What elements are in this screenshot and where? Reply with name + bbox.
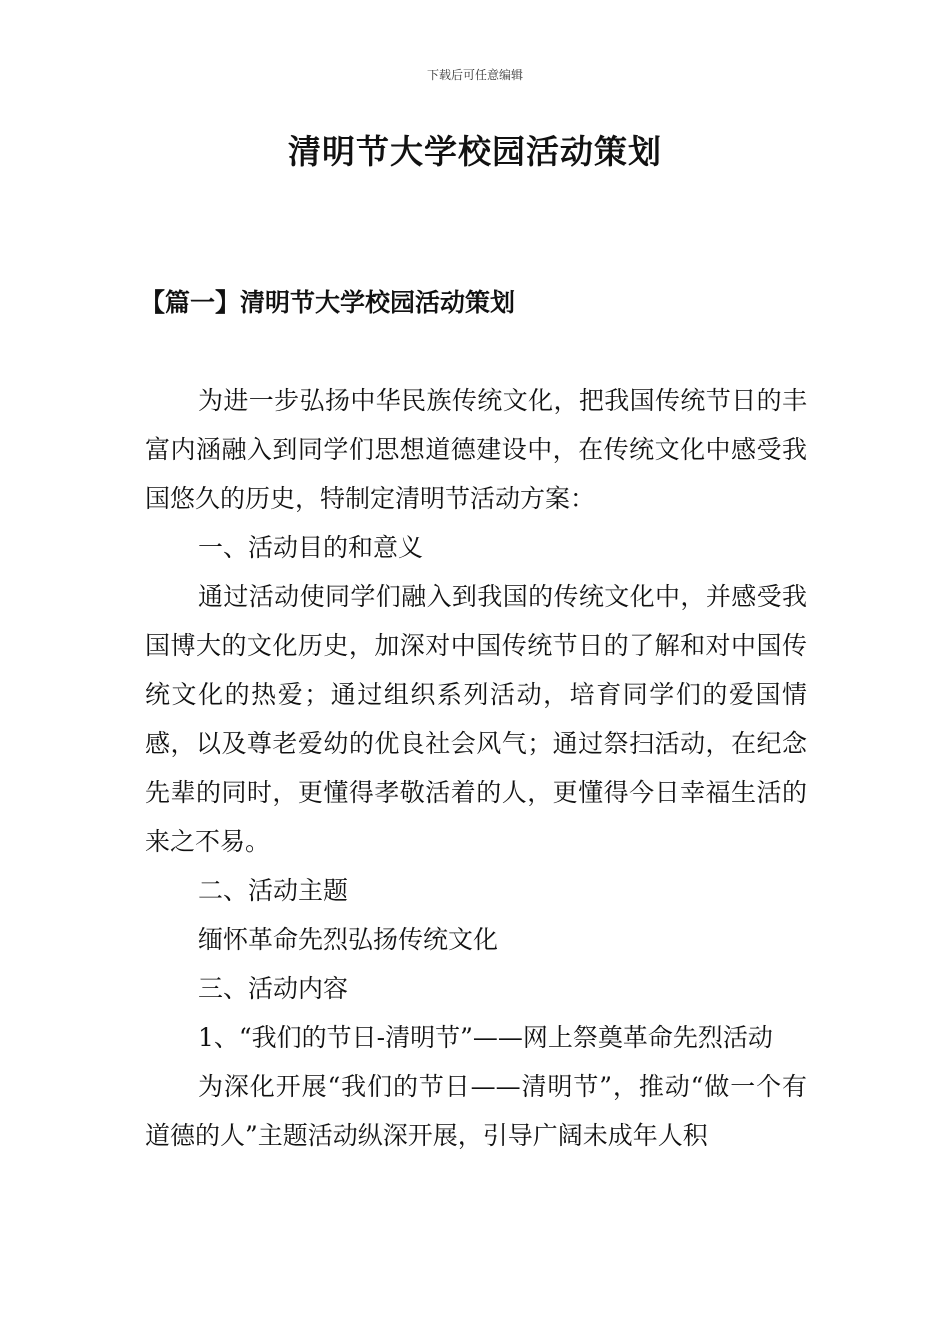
heading-theme: 二、活动主题 — [198, 876, 349, 905]
content-item-1: 1、“我们的节日-清明节”——网上祭奠革命先烈活动 — [198, 1023, 773, 1052]
heading-purpose: 一、活动目的和意义 — [198, 533, 424, 562]
theme-paragraph: 缅怀革命先烈弘扬传统文化 — [198, 925, 499, 954]
heading-content: 三、活动内容 — [198, 974, 349, 1003]
intro-paragraph: 为进一步弘扬中华民族传统文化，把我国传统节日的丰富内涵融入到同学们思想道德建设中，在传统文化中感受我国悠久的历史，特制定清明节活动方案： — [145, 386, 807, 513]
header-note: 下载后可任意编辑 — [426, 68, 523, 82]
document-title: 清明节大学校园活动策划 — [288, 132, 662, 171]
document-body — [145, 376, 807, 1160]
section-heading: 【篇一】清明节大学校园活动策划 — [140, 288, 516, 317]
content-paragraph: 为深化开展“我们的节日——清明节”，推动“做一个有道德的人”主题活动纵深开展，引导广阔未成年人积 — [145, 1072, 807, 1150]
purpose-paragraph: 通过活动使同学们融入到我国的传统文化中，并感受我国博大的文化历史，加深对中国传统节日的了解和对中国传统文化的热爱；通过组织系列活动，培育同学们的爱国情感，以及尊老爱幼的优良社会风气；通过祭扫活动，在纪念先辈的同时，更懂得孝敬活着的人，更懂得今日幸福生活的来之不易。 — [145, 582, 807, 856]
